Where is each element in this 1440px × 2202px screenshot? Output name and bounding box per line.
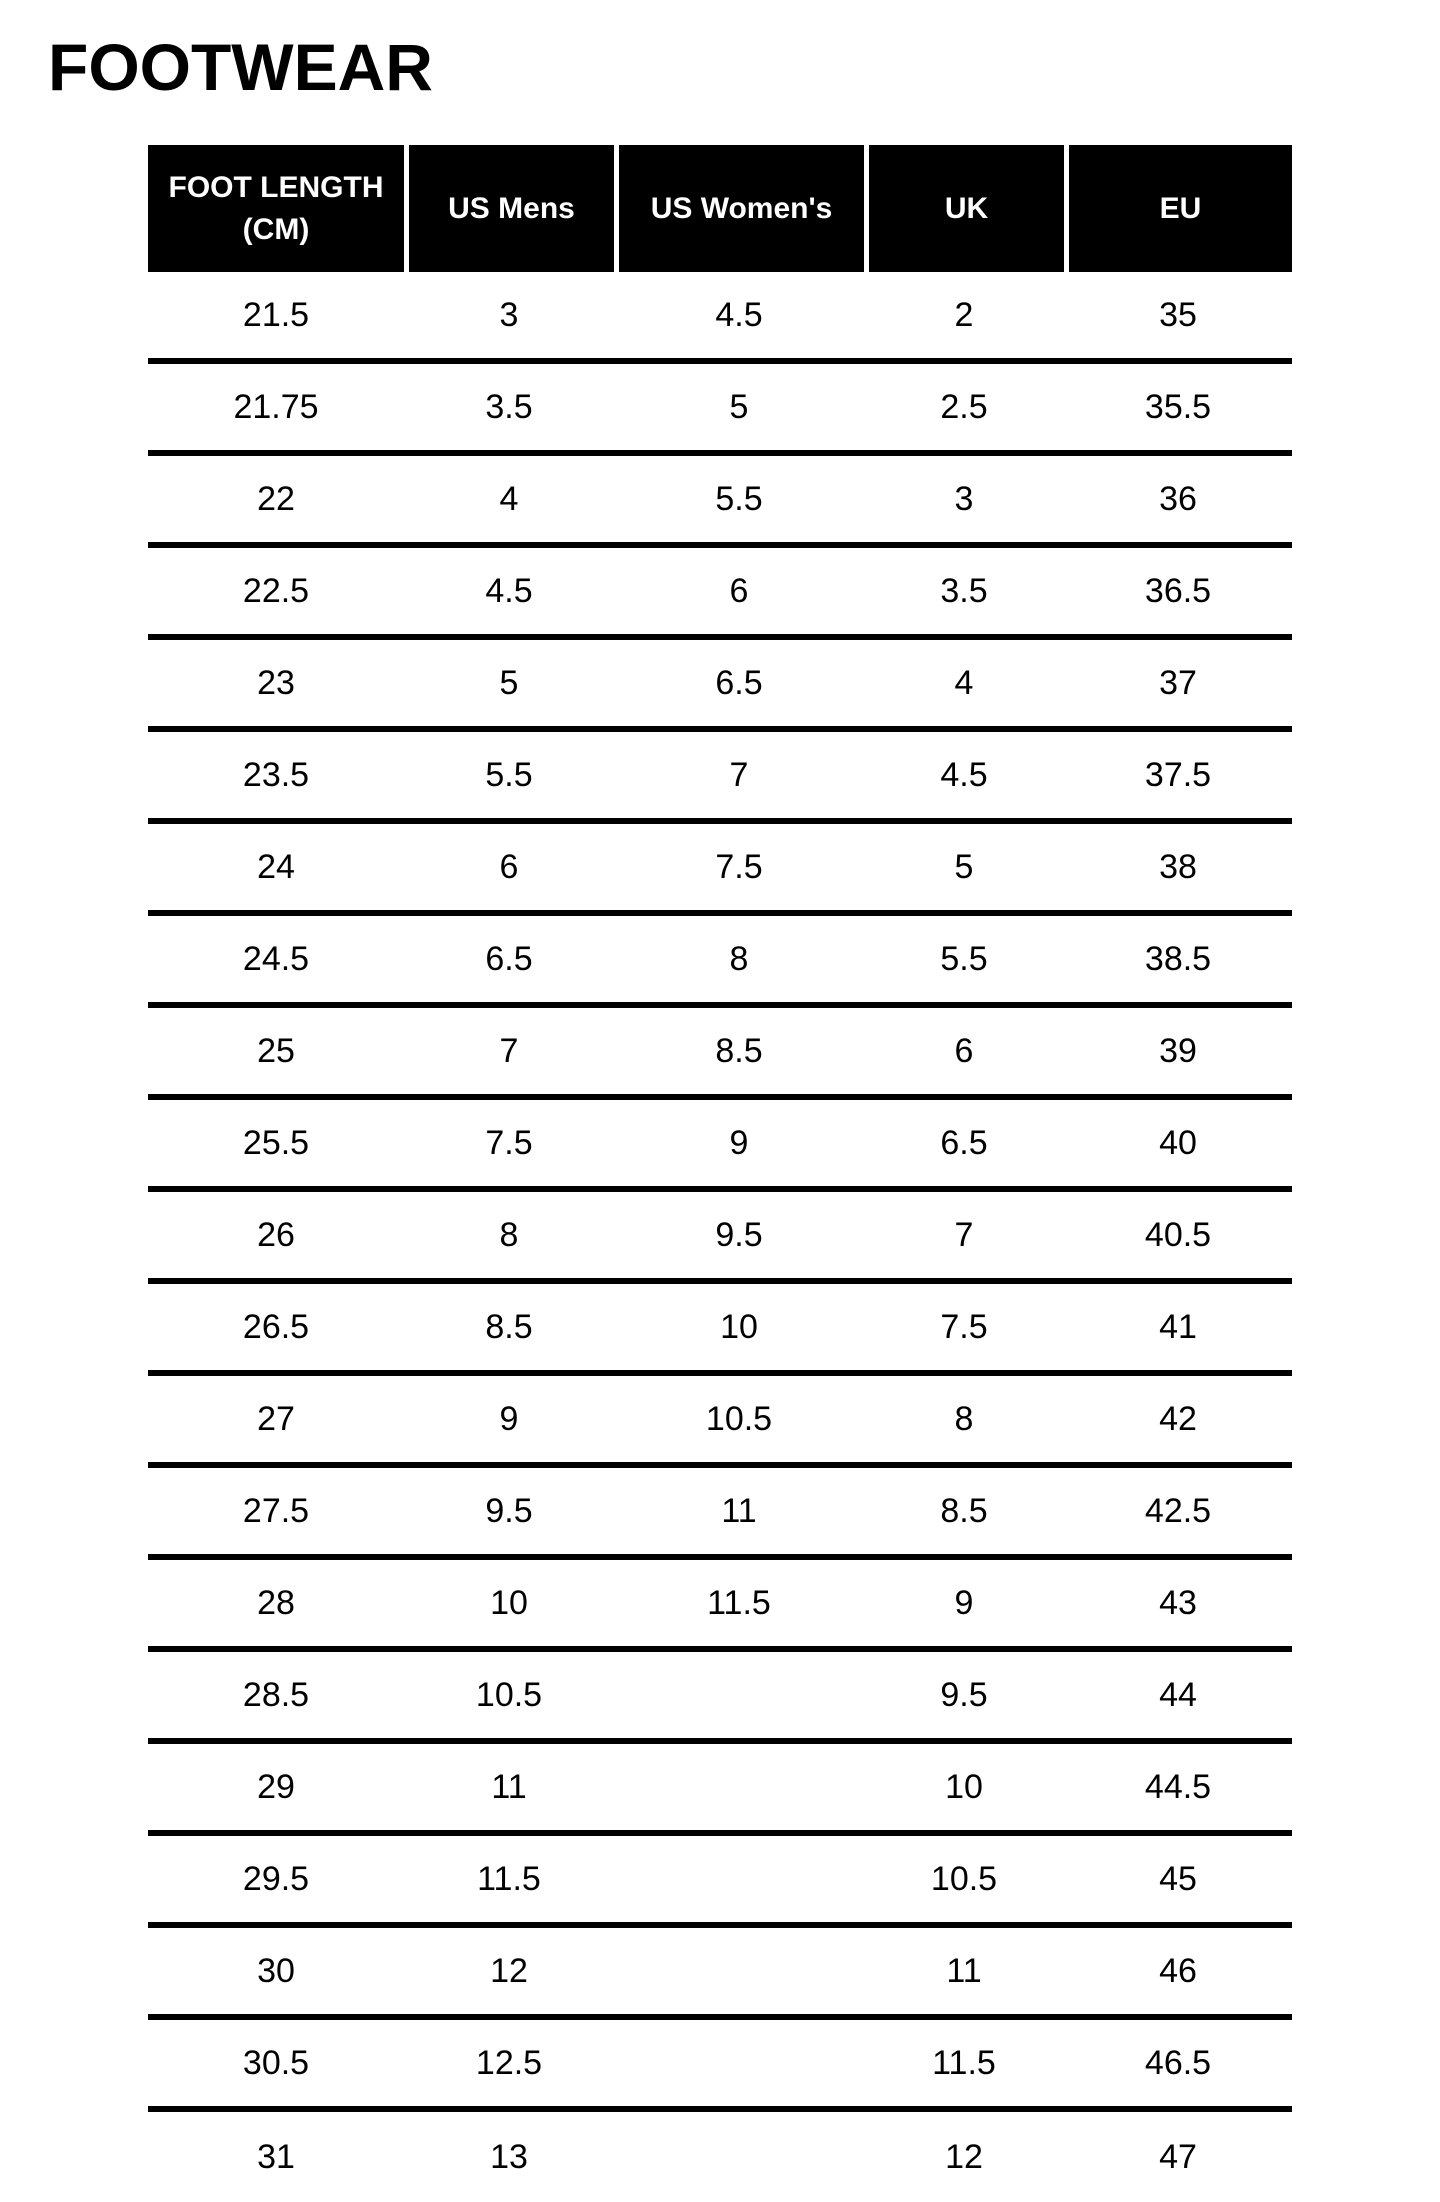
cell-us-mens: 11 [404, 1744, 614, 1836]
table-row [148, 640, 1292, 732]
cell-us-mens: 5.5 [404, 732, 614, 824]
cell-us-mens: 7 [404, 1008, 614, 1100]
cell-foot-length-cm: 30 [148, 1928, 404, 2020]
cell-eu: 39 [1064, 1008, 1292, 1100]
cell-us-womens: 11.5 [614, 1560, 864, 1652]
table-row [148, 1284, 1292, 1376]
cell-eu: 42.5 [1064, 1468, 1292, 1560]
cell-us-womens: 8.5 [614, 1008, 864, 1100]
cell-eu: 38.5 [1064, 916, 1292, 1008]
table-row [148, 1192, 1292, 1284]
cell-us-mens: 5 [404, 640, 614, 732]
cell-uk: 11.5 [864, 2020, 1064, 2112]
cell-us-mens: 6.5 [404, 916, 614, 1008]
cell-foot-length-cm: 21.75 [148, 364, 404, 456]
header-row [148, 145, 1292, 272]
cell-us-womens: 7 [614, 732, 864, 824]
cell-eu: 44.5 [1064, 1744, 1292, 1836]
table-row [148, 1928, 1292, 2020]
cell-uk: 2 [864, 272, 1064, 364]
table-row [148, 272, 1292, 364]
cell-eu: 35.5 [1064, 364, 1292, 456]
cell-us-womens: 9 [614, 1100, 864, 1192]
column-header-us-mens: US Mens [404, 145, 614, 272]
cell-us-womens [614, 2112, 864, 2202]
cell-uk: 10.5 [864, 1836, 1064, 1928]
cell-eu: 43 [1064, 1560, 1292, 1652]
cell-us-mens: 4.5 [404, 548, 614, 640]
cell-us-mens: 10.5 [404, 1652, 614, 1744]
cell-us-mens: 10 [404, 1560, 614, 1652]
cell-us-mens: 6 [404, 824, 614, 916]
cell-eu: 36.5 [1064, 548, 1292, 640]
table-row [148, 824, 1292, 916]
cell-uk: 3 [864, 456, 1064, 548]
cell-uk: 5 [864, 824, 1064, 916]
cell-foot-length-cm: 31 [148, 2112, 404, 2202]
cell-foot-length-cm: 30.5 [148, 2020, 404, 2112]
cell-us-womens: 10 [614, 1284, 864, 1376]
cell-us-womens: 4.5 [614, 272, 864, 364]
cell-eu: 46.5 [1064, 2020, 1292, 2112]
cell-uk: 7 [864, 1192, 1064, 1284]
cell-eu: 36 [1064, 456, 1292, 548]
table-row [148, 1652, 1292, 1744]
cell-foot-length-cm: 23 [148, 640, 404, 732]
cell-eu: 37.5 [1064, 732, 1292, 824]
cell-eu: 40 [1064, 1100, 1292, 1192]
table-row [148, 1560, 1292, 1652]
cell-foot-length-cm: 21.5 [148, 272, 404, 364]
cell-us-mens: 12.5 [404, 2020, 614, 2112]
table-row [148, 916, 1292, 1008]
column-header-us-womens: US Women's [614, 145, 864, 272]
size-chart-body [148, 272, 1292, 2202]
cell-foot-length-cm: 27 [148, 1376, 404, 1468]
cell-us-womens: 11 [614, 1468, 864, 1560]
cell-eu: 46 [1064, 1928, 1292, 2020]
cell-uk: 3.5 [864, 548, 1064, 640]
cell-uk: 4.5 [864, 732, 1064, 824]
table-row [148, 1836, 1292, 1928]
cell-us-womens [614, 1744, 864, 1836]
table-row [148, 1468, 1292, 1560]
cell-us-mens: 8.5 [404, 1284, 614, 1376]
table-row [148, 1376, 1292, 1468]
column-header-foot-length-cm: FOOT LENGTH (CM) [148, 145, 404, 272]
cell-us-mens: 3.5 [404, 364, 614, 456]
cell-foot-length-cm: 25.5 [148, 1100, 404, 1192]
cell-us-mens: 8 [404, 1192, 614, 1284]
cell-uk: 6 [864, 1008, 1064, 1100]
cell-foot-length-cm: 22 [148, 456, 404, 548]
table-row [148, 732, 1292, 824]
cell-foot-length-cm: 29.5 [148, 1836, 404, 1928]
cell-uk: 10 [864, 1744, 1064, 1836]
cell-foot-length-cm: 26.5 [148, 1284, 404, 1376]
cell-foot-length-cm: 28.5 [148, 1652, 404, 1744]
cell-us-mens: 11.5 [404, 1836, 614, 1928]
table-row [148, 364, 1292, 456]
cell-foot-length-cm: 25 [148, 1008, 404, 1100]
cell-uk: 8.5 [864, 1468, 1064, 1560]
cell-foot-length-cm: 24 [148, 824, 404, 916]
cell-eu: 42 [1064, 1376, 1292, 1468]
cell-us-womens: 5.5 [614, 456, 864, 548]
cell-us-womens: 6 [614, 548, 864, 640]
page-title: FOOTWEAR [48, 30, 433, 104]
cell-foot-length-cm: 24.5 [148, 916, 404, 1008]
table-row [148, 1008, 1292, 1100]
cell-us-mens: 7.5 [404, 1100, 614, 1192]
column-header-uk: UK [864, 145, 1064, 272]
cell-us-womens: 6.5 [614, 640, 864, 732]
cell-eu: 45 [1064, 1836, 1292, 1928]
cell-uk: 9 [864, 1560, 1064, 1652]
table-row [148, 1100, 1292, 1192]
cell-us-womens: 5 [614, 364, 864, 456]
cell-foot-length-cm: 29 [148, 1744, 404, 1836]
cell-eu: 41 [1064, 1284, 1292, 1376]
cell-eu: 38 [1064, 824, 1292, 916]
table-row [148, 2112, 1292, 2202]
cell-eu: 44 [1064, 1652, 1292, 1744]
cell-foot-length-cm: 26 [148, 1192, 404, 1284]
cell-us-mens: 3 [404, 272, 614, 364]
cell-us-womens: 8 [614, 916, 864, 1008]
cell-foot-length-cm: 27.5 [148, 1468, 404, 1560]
cell-foot-length-cm: 23.5 [148, 732, 404, 824]
column-header-eu: EU [1064, 145, 1292, 272]
cell-us-womens [614, 1928, 864, 2020]
cell-us-womens: 9.5 [614, 1192, 864, 1284]
cell-us-mens: 4 [404, 456, 614, 548]
cell-uk: 6.5 [864, 1100, 1064, 1192]
cell-uk: 9.5 [864, 1652, 1064, 1744]
cell-us-mens: 9 [404, 1376, 614, 1468]
cell-uk: 12 [864, 2112, 1064, 2202]
cell-us-womens: 7.5 [614, 824, 864, 916]
table-row [148, 1744, 1292, 1836]
cell-us-mens: 12 [404, 1928, 614, 2020]
table-row [148, 548, 1292, 640]
cell-us-womens [614, 1652, 864, 1744]
cell-uk: 8 [864, 1376, 1064, 1468]
size-chart-table [148, 145, 1292, 2202]
cell-eu: 40.5 [1064, 1192, 1292, 1284]
cell-uk: 4 [864, 640, 1064, 732]
cell-us-womens: 10.5 [614, 1376, 864, 1468]
cell-eu: 37 [1064, 640, 1292, 732]
cell-us-womens [614, 2020, 864, 2112]
cell-eu: 35 [1064, 272, 1292, 364]
table-row [148, 2020, 1292, 2112]
cell-us-mens: 13 [404, 2112, 614, 2202]
cell-us-mens: 9.5 [404, 1468, 614, 1560]
cell-uk: 7.5 [864, 1284, 1064, 1376]
cell-eu: 47 [1064, 2112, 1292, 2202]
cell-uk: 5.5 [864, 916, 1064, 1008]
cell-uk: 11 [864, 1928, 1064, 2020]
cell-uk: 2.5 [864, 364, 1064, 456]
table-row [148, 456, 1292, 548]
size-chart-header [148, 145, 1292, 272]
cell-foot-length-cm: 22.5 [148, 548, 404, 640]
cell-foot-length-cm: 28 [148, 1560, 404, 1652]
cell-us-womens [614, 1836, 864, 1928]
